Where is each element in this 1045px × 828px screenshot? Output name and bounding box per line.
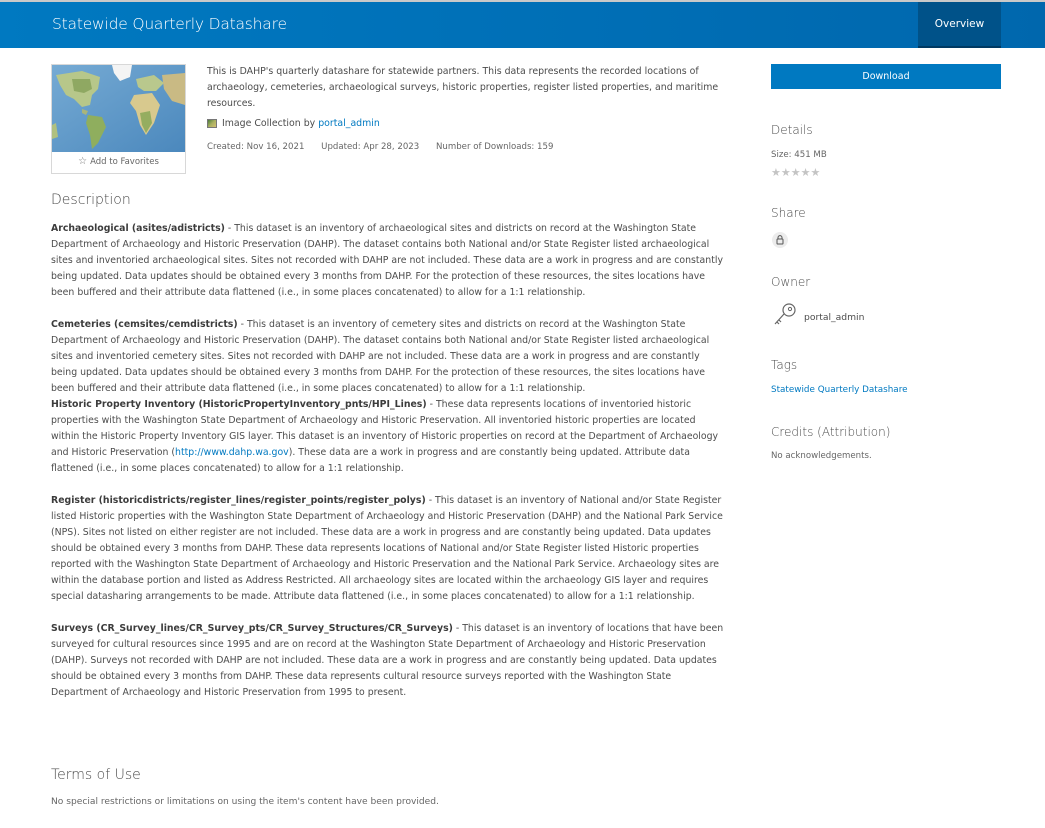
- share-heading: Share: [771, 206, 806, 220]
- add-to-favorites-button[interactable]: [52, 152, 185, 173]
- rating-stars[interactable]: ★★★★★: [771, 166, 821, 179]
- desc-section-cemeteries: Cemeteries (cemsites/cemdistricts) - This dataset is an inventory of cemetery sites and districts on record at the Washington State Department of Archaeology and Historic Preservation (DAHP). The dataset contains both National and/or State Register listed archaeological sites and inventoried cemetery sites. Sites not recorded with DAHP are not included. These data are a work in progress and are constantly being updated. Data updates should be obtained every 3 months from DAHP. For the protection of these resources, the sites locations have been buffered and their attribute data flattened (i.e., in some places concatenated) to allow for a 1:1 relationship.: [51, 319, 710, 394]
- tags-heading: Tags: [771, 358, 798, 372]
- owner-link[interactable]: portal_admin: [318, 118, 380, 129]
- owner-heading: Owner: [771, 275, 811, 289]
- top-header: [0, 0, 1045, 48]
- map-thumbnail: [52, 65, 185, 152]
- created-date: Created: Nov 16, 2021: [207, 142, 305, 152]
- tag-link[interactable]: Statewide Quarterly Datashare: [771, 385, 908, 395]
- description-body: [51, 221, 726, 717]
- favorites-label: Add to Favorites: [90, 157, 159, 167]
- dahp-website-link[interactable]: http://www.dahp.wa.gov: [175, 447, 289, 458]
- thumbnail-card: [51, 64, 186, 174]
- image-collection-icon: [207, 119, 217, 128]
- lock-icon: [772, 232, 788, 248]
- updated-date: Updated: Apr 28, 2023: [321, 142, 420, 152]
- description-heading: Description: [51, 192, 131, 208]
- page-title: Statewide Quarterly Datashare: [52, 15, 287, 33]
- desc-section-surveys: Surveys (CR_Survey_lines/CR_Survey_pts/CR_Survey_Structures/CR_Surveys) - This dataset is an inventory of locations that have been surveyed for cultural resources since 1995 and are on record at the Washington State Department of Archaeology and Historic Preservation (DAHP). Surveys not recorded with DAHP are not included. These data are a work in progress and are constantly being updated. Data updates should be obtained every 3 months from DAHP. These data represents cultural resource surveys reported with the Washington State Department of Archaeology and Historic Preservation from 1995 to present.: [51, 623, 724, 698]
- download-count: Number of Downloads: 159: [435, 142, 554, 152]
- item-meta: [207, 142, 567, 152]
- desc-section-hpi: Historic Property Inventory (HistoricPropertyInventory_pnts/HPI_Lines) - These data represents locations of inventoried historic properties with the Washington State Department of Archaeology and Historic Preservation. All inventoried historic properties are located within the Historic Property Inventory GIS layer. This dataset is an inventory of Historic properties on record at the Department of Archaeology and Historic Preservation (http://www.dahp.wa.gov). These data are a work in progress and are constantly being updated. Attribute data flattened (i.e., in some places concatenated) to allow for a 1:1 relationship.: [51, 399, 719, 474]
- owner-name: portal_admin: [804, 311, 865, 323]
- tab-overview[interactable]: Overview: [918, 2, 1001, 48]
- credits-heading: Credits (Attribution): [771, 425, 891, 439]
- item-type-line: [207, 118, 380, 129]
- item-type-label: Image Collection by: [222, 118, 316, 129]
- item-summary: This is DAHP's quarterly datashare for statewide partners. This data represents the recorded locations of archaeology, cemeteries, archaeological surveys, historic properties, register listed properties, and maritime resources.: [207, 66, 719, 109]
- credits-text: No acknowledgements.: [771, 451, 872, 461]
- desc-section-register: Register (historicdistricts/register_lines/register_points/register_polys) - This dataset is an inventory of National and/or State Register listed Historic properties with the Washington State Department of Archaeology and Historic Preservation (DAHP) and the National Park Service (NPS). Sites not listed on either register are not included. These data are a work in progress and are constantly being updated. Data updates should be obtained every 3 months from DAHP. These data represents locations of National and/or State Register listed Historic properties reported with the Washington State Department of Archaeology and Historic Preservation and the National Park Service. Archaeology sites are within the database portion and listed as Address Restricted. All archaeology sites are located within the archaeology GIS layer and requires special datasharing arrangements to be made. Attribute data flattened (i.e., in some places concatenated) to allow for a 1:1 relationship.: [51, 495, 723, 602]
- key-icon: [772, 302, 798, 328]
- item-size: Size: 451 MB: [771, 150, 827, 160]
- terms-text: No special restrictions or limitations on using the item's content have been provided.: [51, 797, 439, 807]
- owner-row: [772, 302, 864, 328]
- details-heading: Details: [771, 123, 813, 137]
- star-outline-icon: ☆: [78, 156, 88, 167]
- terms-heading: Terms of Use: [51, 767, 141, 783]
- download-button[interactable]: Download: [771, 64, 1001, 89]
- desc-section-archaeological: Archaeological (asites/adistricts) - This dataset is an inventory of archaeological sites and districts on record at the Washington State Department of Archaeology and Historic Preservation (DAHP). The dataset contains both National and/or State Register listed archaeological sites and inventoried archaeological sites. Sites not recorded with DAHP are not included. These data are a work in progress and are constantly being updated. Data updates should be obtained every 3 months from DAHP. For the protection of these resources, the sites locations have been buffered and their attribute data flattened (i.e., in some places concatenated) to allow for a 1:1 relationship.: [51, 223, 723, 298]
